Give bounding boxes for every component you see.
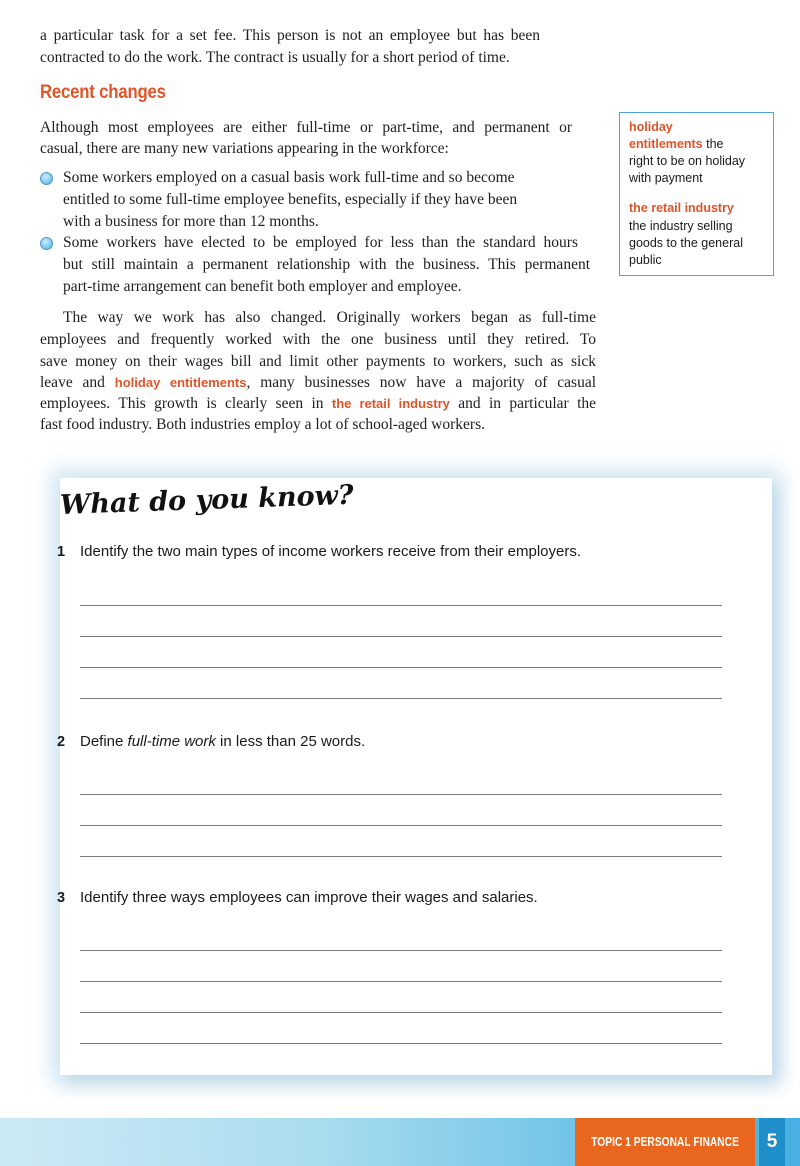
what-do-you-know-panel [57, 478, 772, 1075]
body-line-5 [40, 393, 596, 415]
body-line-4-pre: leave and [40, 374, 105, 391]
body-line-5-post: and in particular the [458, 395, 596, 412]
bullet-1-line-1: Some workers employed on a casual basis work full-time and so become [63, 169, 515, 186]
glossary-def-2b: goods to the general [629, 236, 743, 250]
bullet-2-line-3: part-time arrangement can benefit both employer and employee. [63, 278, 462, 295]
glossary-def-2a: the industry selling [629, 219, 733, 233]
question-2-text [80, 733, 365, 750]
glossary-term-2: the retail industry [629, 201, 734, 215]
bullet-2-line-2: but still maintain a permanent relationship with the business. This permanent [63, 256, 590, 273]
answer-line[interactable] [80, 981, 722, 982]
body-line-4 [40, 372, 596, 394]
answer-line[interactable] [80, 698, 722, 699]
body-line-3: save money on their wages bill and limit other payments to workers, such as sick [40, 353, 596, 370]
glossary-entry-1b [629, 136, 724, 153]
body-line-1: The way we work has also changed. Originally workers began as full-time [63, 309, 596, 326]
bullet-2-line-1: Some workers have elected to be employed for less than the standard hours [63, 234, 578, 251]
answer-line[interactable] [80, 636, 722, 637]
footer-topic-text: TOPIC 1 PERSONAL FINANCE [591, 1135, 739, 1149]
body-line-5-pre: employees. This growth is clearly seen in [40, 395, 324, 412]
body-line-2: employees and frequently worked with the one business until they retired. To [40, 331, 596, 348]
page-number: 5 [759, 1118, 785, 1166]
answer-line[interactable] [80, 794, 722, 795]
answer-line[interactable] [80, 667, 722, 668]
glossary-term-1b: entitlements [629, 137, 703, 151]
intro-line-2: contracted to do the work. The contract is usually for a short period of time. [40, 49, 510, 66]
glossary-box [619, 112, 774, 276]
answer-line[interactable] [80, 950, 722, 951]
glossary-def-1a: the [706, 137, 724, 151]
answer-line[interactable] [80, 1043, 722, 1044]
question-3-number: 3 [57, 890, 66, 906]
bullet-1-line-2: entitled to some full-time employee benefits, especially if they have been [63, 191, 518, 208]
answer-line[interactable] [80, 856, 722, 857]
question-2-text-pre: Define [80, 733, 128, 750]
answer-line[interactable] [80, 1012, 722, 1013]
answer-line[interactable] [80, 825, 722, 826]
glossary-term-1a: holiday [629, 120, 673, 134]
question-2-number: 2 [57, 734, 66, 750]
intro-line-1: a particular task for a set fee. This person is not an employee but has been [40, 27, 540, 44]
question-3-text: Identify three ways employees can improve their wages and salaries. [80, 889, 538, 906]
question-2-emphasis: full-time work [127, 733, 216, 750]
bullet-dot-icon [40, 172, 53, 185]
lead-line-1: Although most employees are either full-time or part-time, and permanent or [40, 119, 572, 136]
question-1-number: 1 [57, 544, 66, 560]
question-2-text-post: in less than 25 words. [215, 733, 366, 750]
glossary-def-1c: with payment [629, 171, 703, 185]
body-line-6: fast food industry. Both industries employ a lot of school-aged workers. [40, 416, 485, 433]
bullet-1-line-3: with a business for more than 12 months. [63, 213, 319, 230]
section-heading: Recent changes [40, 82, 166, 103]
key-term-retail-industry: the retail industry [331, 396, 450, 411]
body-line-4-post: , many businesses now have a majority of casual [246, 374, 597, 391]
glossary-def-1b: right to be on holiday [629, 154, 746, 168]
footer-topic-label [575, 1118, 755, 1166]
glossary-def-2c: public [629, 253, 662, 267]
question-1-text: Identify the two main types of income workers receive from their employers. [80, 543, 582, 560]
lead-line-2: casual, there are many new variations appearing in the workforce: [40, 140, 449, 157]
bullet-dot-icon [40, 237, 53, 250]
what-do-you-know-title: What do you know? [59, 479, 355, 521]
key-term-holiday-entitlements: holiday entitlements [114, 375, 247, 390]
answer-line[interactable] [80, 605, 722, 606]
